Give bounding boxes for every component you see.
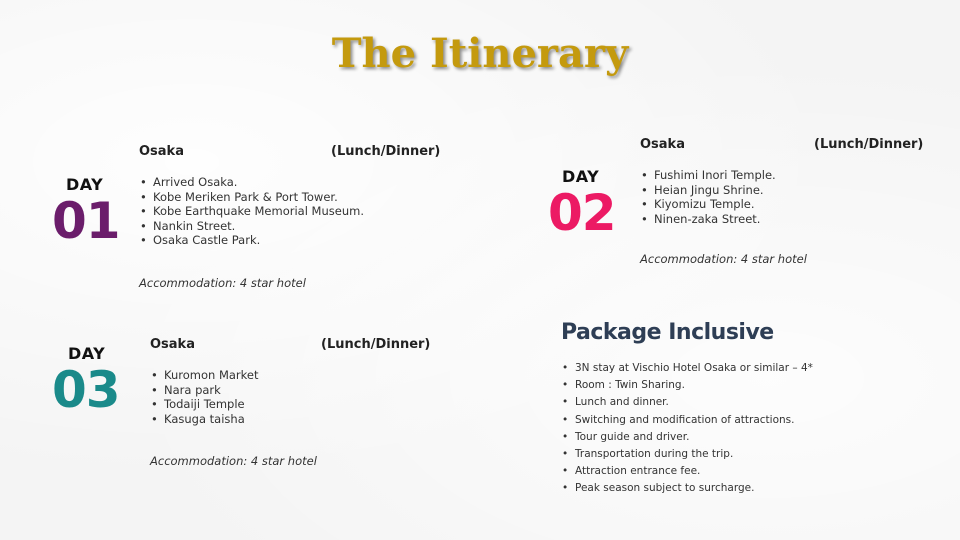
day-2-header <box>640 137 940 152</box>
day-1-label: DAY <box>66 175 104 194</box>
package-list <box>561 361 813 499</box>
list-item: • Fushimi Inori Temple. <box>640 168 940 183</box>
day-2-label: DAY <box>562 167 600 186</box>
list-item: • 3N stay at Vischio Hotel Osaka or similar – 4* <box>561 361 813 378</box>
day-3-accommodation: Accommodation: 4 star hotel <box>150 454 317 468</box>
day-1-number: 01 <box>52 192 120 250</box>
list-item: • Switching and modification of attractions. <box>561 413 813 430</box>
list-item: • Peak season subject to surcharge. <box>561 481 813 498</box>
list-item: • Nankin Street. <box>139 219 459 234</box>
day-1-meals: (Lunch/Dinner) <box>331 144 441 159</box>
day-2-block <box>640 137 940 266</box>
list-item: • Lunch and dinner. <box>561 395 813 412</box>
package-title: Package Inclusive <box>561 320 774 345</box>
day-1-block <box>139 144 459 290</box>
day-2-meals: (Lunch/Dinner) <box>814 137 924 152</box>
list-item: • Kasuga taisha <box>150 412 450 427</box>
slide-title: The Itinerary <box>331 30 629 77</box>
list-item: • Kobe Meriken Park & Port Tower. <box>139 190 459 205</box>
day-3-header <box>150 337 450 352</box>
day-3-block <box>150 337 450 468</box>
day-3-number: 03 <box>52 361 120 419</box>
list-item: • Osaka Castle Park. <box>139 233 459 248</box>
list-item: • Arrived Osaka. <box>139 175 459 190</box>
list-item: • Tour guide and driver. <box>561 430 813 447</box>
day-2-number: 02 <box>548 184 616 242</box>
list-item: • Kobe Earthquake Memorial Museum. <box>139 204 459 219</box>
list-item: • Nara park <box>150 383 450 398</box>
day-3-city: Osaka <box>150 337 195 352</box>
list-item: • Attraction entrance fee. <box>561 464 813 481</box>
list-item: • Room : Twin Sharing. <box>561 378 813 395</box>
day-3-activities <box>150 368 450 426</box>
day-3-label: DAY <box>68 344 106 363</box>
day-3-meals: (Lunch/Dinner) <box>321 337 431 352</box>
day-2-accommodation: Accommodation: 4 star hotel <box>640 252 807 266</box>
day-1-header <box>139 144 459 159</box>
list-item: • Ninen-zaka Street. <box>640 212 940 227</box>
day-2-city: Osaka <box>640 137 685 152</box>
day-2-activities <box>640 168 940 226</box>
day-1-activities <box>139 175 459 248</box>
day-1-accommodation: Accommodation: 4 star hotel <box>139 275 306 290</box>
list-item: • Heian Jingu Shrine. <box>640 183 940 198</box>
list-item: • Todaiji Temple <box>150 397 450 412</box>
day-1-city: Osaka <box>139 144 184 159</box>
list-item: • Kuromon Market <box>150 368 450 383</box>
list-item: • Kiyomizu Temple. <box>640 197 940 212</box>
list-item: • Transportation during the trip. <box>561 447 813 464</box>
